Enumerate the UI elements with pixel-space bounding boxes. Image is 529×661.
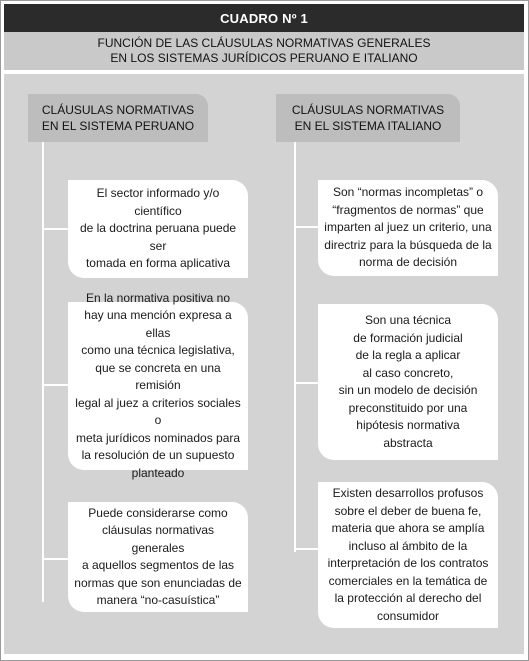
- right-box-2: [318, 304, 498, 460]
- right-connector-vertical: [294, 142, 296, 552]
- left-box-3: [68, 502, 248, 612]
- right-box-1-text: Son “normas incompletas” o “fragmentos de normas” que imparten al juez un criterio, una directriz para la búsqueda de la norma de decisión: [324, 185, 492, 270]
- left-connector-branch-2: [42, 384, 68, 386]
- left-heading-line-2: EN EL SISTEMA PERUANO: [41, 119, 195, 133]
- left-box-1-text: El sector informado y/o científico de la doctrina peruana puede ser tomada en forma aplicativa: [79, 186, 237, 271]
- left-connector-vertical: [42, 142, 44, 602]
- subtitle-line-1: FUNCIÓN DE LAS CLÁUSULAS NORMATIVAS GENERALES: [97, 36, 431, 50]
- right-heading-line-2: EN EL SISTEMA ITALIANO: [294, 119, 442, 133]
- right-heading-line-1: CLÁUSULAS NORMATIVAS: [291, 103, 445, 117]
- left-box-1: [68, 180, 248, 278]
- right-connector-branch-2: [294, 382, 318, 384]
- right-connector-branch-3: [294, 548, 318, 550]
- left-connector-branch-3: [42, 558, 68, 560]
- right-connector-branch-1: [294, 226, 318, 228]
- left-heading-line-1: CLÁUSULAS NORMATIVAS: [41, 103, 195, 117]
- left-box-2-text: En la normativa positiva no hay una mención expresa a ellas como una técnica legislativa, que se concreta en una remisión legal al juez a criterios sociales o meta jurídicos nominados para la resolución de un supuesto planteado: [75, 290, 241, 480]
- right-box-3-text: Existen desarrollos profusos sobre el deber de buena fe, materia que ahora se amplía incluso al ámbito de la interpretación de los contratos comerciales en la temática de la protección al derecho del consumidor: [327, 486, 489, 623]
- right-column-heading: [276, 94, 460, 142]
- right-box-1: [318, 180, 498, 276]
- left-connector-branch-1: [42, 228, 68, 230]
- subtitle-line-2: EN LOS SISTEMAS JURÍDICOS PERUANO E ITALIANO: [110, 51, 418, 65]
- left-box-2: [68, 290, 248, 480]
- right-box-3: [318, 482, 498, 628]
- left-column-heading: [28, 94, 208, 142]
- right-box-2-text: Son una técnica de formación judicial de la regla a aplicar al caso concreto, sin un modelo de decisión preconstituido por una hipótesis normativa abstracta: [338, 313, 478, 450]
- figure-subtitle: [4, 32, 524, 70]
- table-title: CUADRO Nº 1: [4, 4, 524, 32]
- left-box-3-text: Puede considerarse como cláusulas normativas generales a aquellos segmentos de las normas que son enunciadas de manera “no-casuística”: [74, 505, 242, 607]
